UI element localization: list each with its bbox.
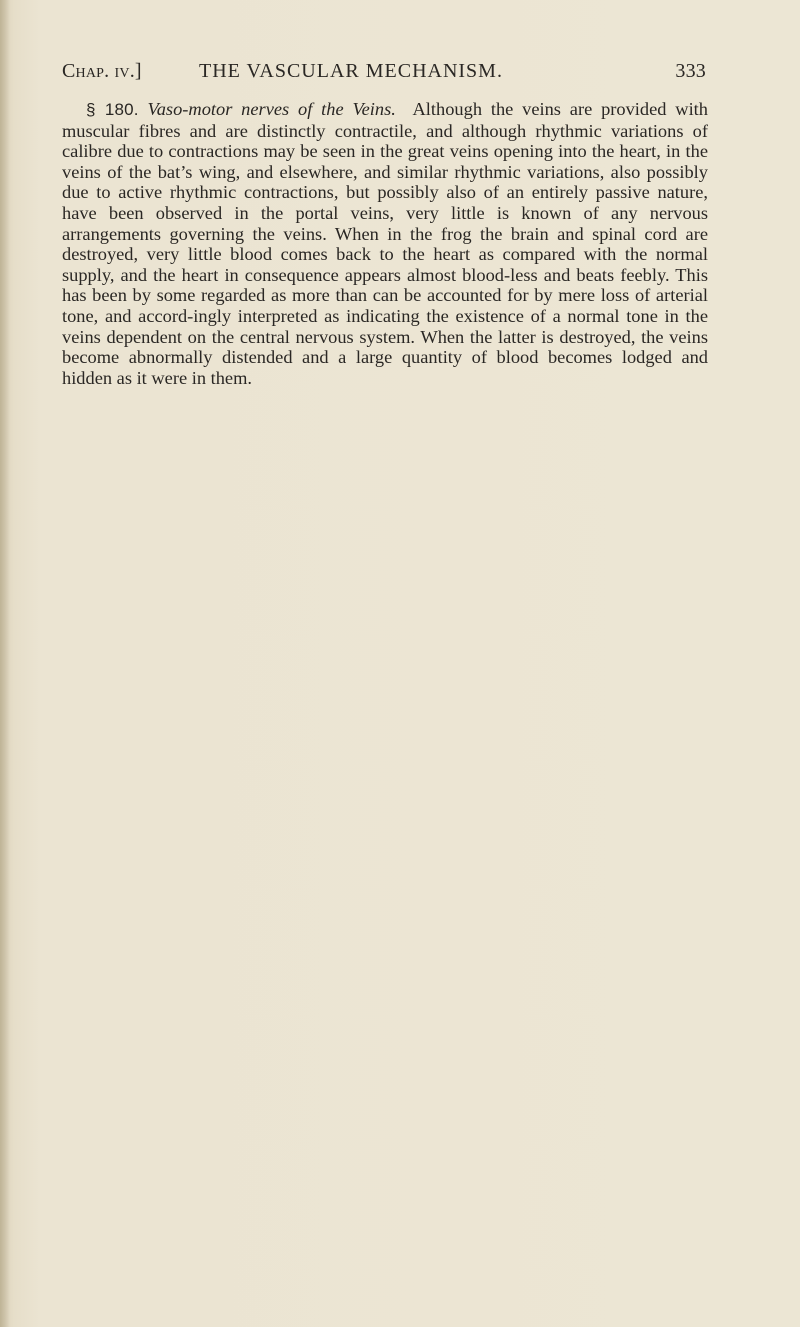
running-title: THE VASCULAR MECHANISM. [199,60,503,82]
binding-gutter-shadow [0,0,10,1327]
page-number: 333 [675,60,706,82]
section-text: Although the veins are provided with muscular fibres and are distinctly contractile, and although rhythmic variations of calibre due to contractions may be seen in the great veins opening into the heart, in the veins of the bat’s wing, and elsewhere, and similar rhythmic variations, also possibly due to active rhythmic contractions, but possibly also of an entirely passive nature, have been observed in the portal veins, very little is known of any nervous arrangements governing the veins. When in the frog the brain and spinal cord are destroyed, very little blood comes back to the heart as compared with the normal supply, and the heart in consequence appears almost blood-less and beats feebly. This has been by some regarded as more than can be accounted for by mere loss of arterial tone, and accord-ingly interpreted as indicating the existence of a normal tone in the veins dependent on the central nervous system. When the latter is destroyed, the veins become abnormally distended and a large quantity of blood becomes lodged and hidden as it were in them. [62,99,708,388]
section-title: Vaso-motor nerves of the Veins. [147,99,396,119]
section-number: § 180. [86,100,139,119]
running-head [62,60,706,86]
chapter-label: Chap. iv.] [62,60,142,82]
section-body [62,99,708,388]
section-paragraph [62,99,708,388]
